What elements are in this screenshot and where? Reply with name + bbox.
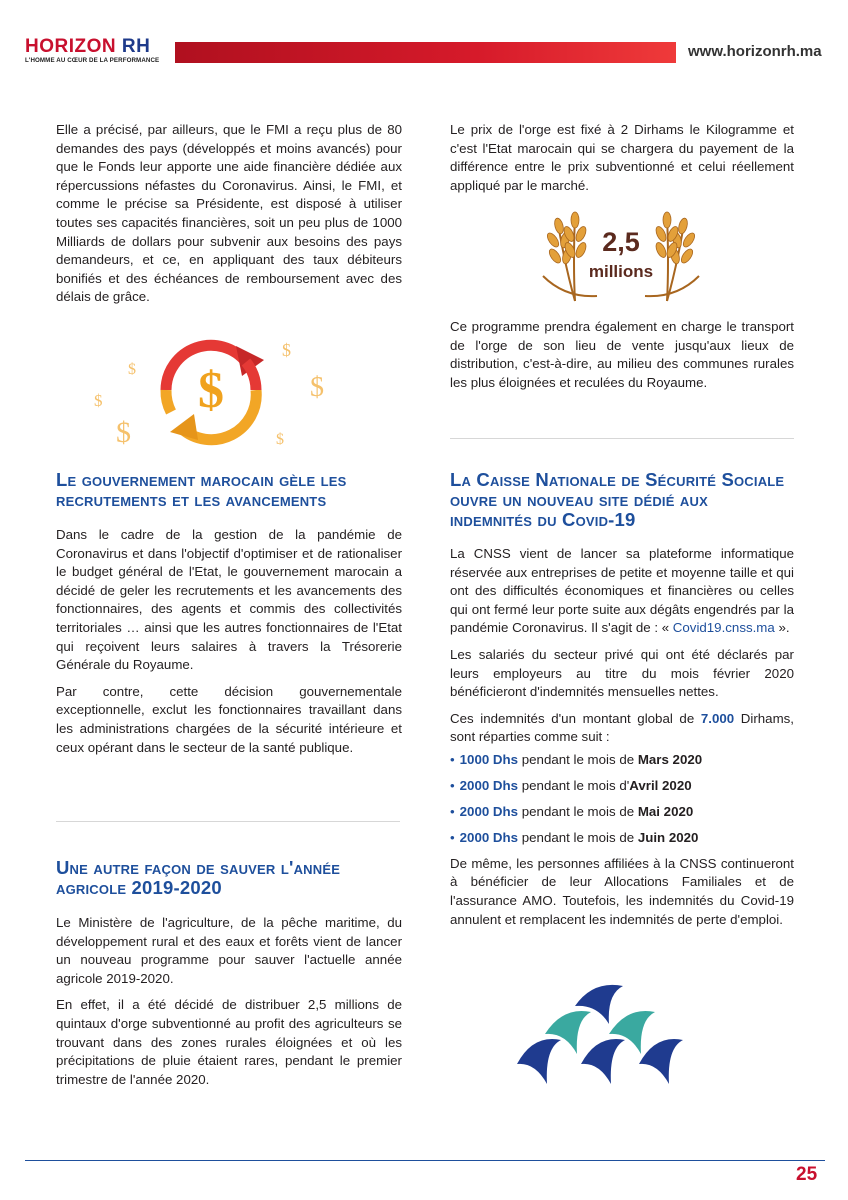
cnss-paragraph-1: La CNSS vient de lancer sa plateforme informatique réservée aux entreprises de petite et moyenne taille et qui ont des difficultés économiques et financières ou celles qui ont fermé leur porte suite aux dégâts engendrés par la pandémie Coronavirus. Il s'agit de : « Covid19.cnss.ma ». (450, 546, 794, 636)
left-intro (56, 121, 402, 315)
right-divider (450, 438, 794, 439)
header-red-bar (175, 42, 676, 63)
page-header (0, 0, 848, 80)
svg-text:$: $ (94, 391, 103, 410)
cnss-section (450, 470, 794, 937)
transport-block (450, 318, 794, 400)
indemnity-list (450, 751, 794, 848)
list-item: • 2000 Dhs pendant le mois de Juin 2020 (450, 829, 699, 845)
wheat-value: 2,5 (602, 227, 640, 257)
agri-section-title: Une autre façon de sauver l'année agricole 2019-2020 (56, 857, 341, 898)
list-item: • 1000 Dhs pendant le mois de Mars 2020 (450, 751, 703, 767)
wheat-right (645, 212, 699, 301)
website-url: www.horizonrh.ma (688, 43, 822, 60)
wheat-infographic (535, 206, 707, 306)
svg-text:$: $ (282, 340, 291, 360)
logo-rh: RH (116, 36, 151, 57)
gov-paragraph-1: Dans le cadre de la gestion de la pandémie de Coronavirus et dans l'objectif d'optimiser et de rationaliser le budget général de l'Etat, le gouvernement marocain a décidé de geler les recrutements et les avancements des fonctionnaires, des agents et commis des collectivités territoriales … ainsi que les autres fonctionnaires de l'Etat qui reçoivent leurs salaires à travers la Trésorerie Générale du Royaume. (56, 527, 402, 673)
gov-section (56, 470, 402, 765)
gov-paragraph-2: Par contre, cette décision gouvernementale exceptionnelle, exclut les fonctionnaires travaillant dans les administrations chargées de la sécurité intérieure et ceux opérant dans le secteur de la santé publique. (56, 683, 402, 755)
page-number: 25 (796, 1164, 818, 1185)
wheat-left (543, 212, 597, 301)
logo-wordmark: HORIZON (25, 36, 117, 57)
cnss-section-title: La Caisse Nationale de Sécurité Sociale ouvre un nouveau site dédié aux indemnités du Covid-19 (450, 469, 785, 530)
orge-price-block (450, 121, 794, 203)
list-item: • 2000 Dhs pendant le mois de Mai 2020 (450, 803, 694, 819)
agri-paragraph-2: En effet, il a été décidé de distribuer 2,5 millions de quintaux d'orge subventionné au profit des agriculteurs se trouvant dans des zones rurales éloignées et où les précipitations de pluie étaient rares, pendant le premier trimestre de l'année 2020. (56, 997, 402, 1087)
left-divider (56, 821, 400, 822)
dollar-sign-icon: $ (198, 362, 224, 419)
fmi-paragraph: Elle a précisé, par ailleurs, que le FMI a reçu plus de 80 demandes des pays (développés et moins avancés) pour que le Fonds leur apporte une aide financière dédiée aux répercussions néfastes du Coronavirus. Ainsi, le FMI, et comme le précise sa Présidente, est disposé à utiliser toutes ses capacités financières, soit un peu plus de 1000 Milliards de dollars pour subvenir aux besoins des pays demandeurs, et ce, en appliquant des taux débiteurs bonifiés et des échéances de remboursement avec des délais de grâce. (56, 122, 402, 305)
dollar-cycle-icon (86, 332, 336, 450)
list-item: • 2000 Dhs pendant le mois d'Avril 2020 (450, 777, 692, 793)
cnss-paragraph-3: Ces indemnités d'un montant global de 7.000 Dirhams, sont réparties comme suit : (450, 710, 794, 745)
svg-text:$: $ (276, 431, 284, 448)
svg-text:$: $ (310, 372, 324, 403)
cnss-paragraph-4: De même, les personnes affiliées à la CNSS continueront à bénéficier de leur Allocations Familiales et de l'assurance AMO. Toutefois, les indemnités du Covid-19 annulent et remplacent les indemnités de perte d'emploi. (450, 855, 794, 927)
horizon-rh-logo (25, 38, 159, 64)
gov-section-title: Le gouvernement marocain gèle les recrutements et les avancements (56, 469, 347, 510)
svg-text:$: $ (116, 416, 131, 449)
logo-tagline: L'HOMME AU CŒUR DE LA PERFORMANCE (25, 57, 160, 64)
footer-line (25, 1160, 825, 1161)
svg-text:$: $ (128, 361, 136, 378)
agri-section (56, 858, 402, 1097)
cnss-paragraph-2: Les salariés du secteur privé qui ont été déclarés par leurs employeurs au titre du mois février 2020 bénéficieront d'indemnités mensuelles nettes. (450, 646, 794, 700)
agri-paragraph-1: Le Ministère de l'agriculture, de la pêche maritime, du développement rural et des eaux et forêts vient de lancer un nouveau programme pour sauver l'actuelle année agricole 2019-2020. (56, 915, 402, 986)
cnss-total-amount: 7.000 (700, 710, 735, 726)
wheat-unit: millions (588, 262, 654, 281)
orge-price-paragraph: Le prix de l'orge est fixé à 2 Dirhams le Kilogramme et c'est l'Etat marocain qui se chargera du payement de la différence entre le prix subventionné et celui réellement appliqué par le marché. (450, 122, 794, 193)
cnss-site-link[interactable]: Covid19.cnss.ma (672, 620, 775, 636)
cnss-logo-icon (515, 984, 695, 1090)
transport-paragraph: Ce programme prendra également en charge le transport de l'orge de son lieu de vente jusqu'aux lieux de distribution, c'est-à-dire, au milieu des communes rurales les plus éloignées et reculées du Royaume. (450, 319, 794, 390)
